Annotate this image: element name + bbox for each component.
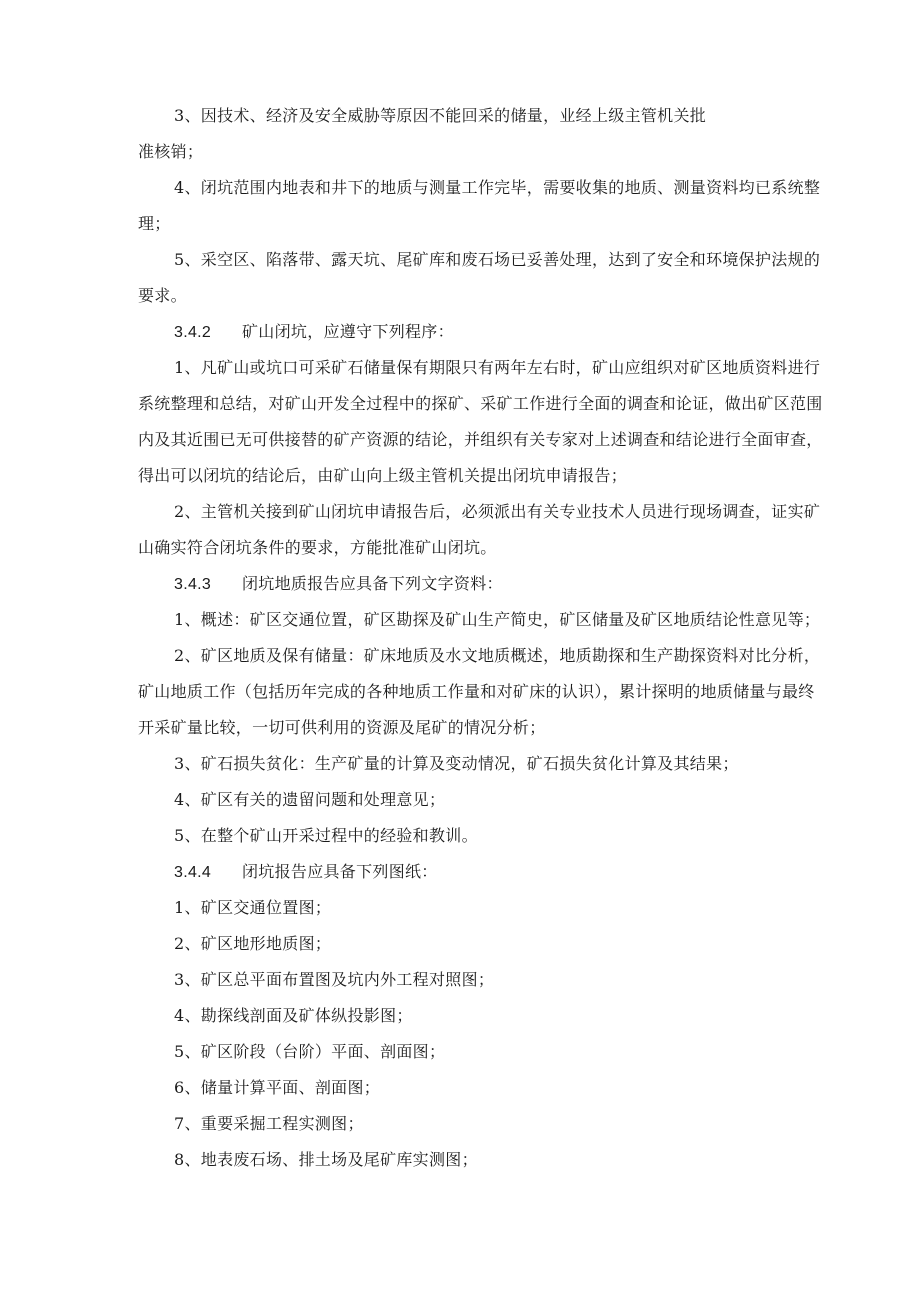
section-number: 3.4.4 [174,864,212,881]
section-heading-3-4-3 [138,566,848,602]
paragraph-line: 内及其近围已无可供接替的矿产资源的结论，并组织有关专家对上述调查和结论进行全面审查， [138,430,823,449]
paragraph-line: 4、矿区有关的遗留问题和处理意见； [174,790,446,809]
section-heading-3-4-4 [138,854,848,890]
section-title: 闭坑地质报告应具备下列文字资料： [242,574,503,593]
section-number: 3.4.3 [174,576,212,593]
paragraph-line: 2、主管机关接到矿山闭坑申请报告后，必须派出有关专业技术人员进行现场调查，证实矿 [174,502,821,521]
paragraph-line: 5、采空区、陷落带、露天坑、尾矿库和废石场已妥善处理，达到了安全和环境保护法规的 [174,250,821,269]
paragraph-line: 要求。 [138,286,187,305]
list-item: 8、地表废石场、排土场及尾矿库实测图； [174,1150,478,1169]
list-item: 2、矿区地形地质图； [174,934,332,953]
list-item: 6、储量计算平面、剖面图； [174,1078,381,1097]
paragraph-line: 3、矿石损失贫化：生产矿量的计算及变动情况，矿石损失贫化计算及其结果； [174,754,739,773]
paragraph-line: 准核销； [138,142,204,161]
paragraph-line: 系统整理和总结，对矿山开发全过程中的探矿、采矿工作进行全面的调查和论证，做出矿区范围 [138,394,823,413]
section-number: 3.4.2 [174,324,212,341]
paragraph-line: 4、闭坑范围内地表和井下的地质与测量工作完毕，需要收集的地质、测量资料均已系统整 [174,178,821,197]
section-title: 矿山闭坑，应遵守下列程序： [242,322,454,341]
list-item: 3、矿区总平面布置图及坑内外工程对照图； [174,970,495,989]
paragraph-line: 矿山地质工作（包括历年完成的各种地质工作量和对矿床的认识），累计探明的地质储量与最终 [138,682,815,701]
section-title: 闭坑报告应具备下列图纸： [242,862,438,881]
list-item: 5、矿区阶段（台阶）平面、剖面图； [174,1042,446,1061]
paragraph-line: 3、因技术、经济及安全威胁等原因不能回采的储量，业经上级主管机关批 [174,106,707,125]
paragraph-line: 山确实符合闭坑条件的要求，方能批准矿山闭坑。 [138,538,497,557]
paragraph-line: 理； [138,214,171,233]
list-item: 4、勘探线剖面及矿体纵投影图； [174,1006,413,1025]
paragraph-line: 1、凡矿山或坑口可采矿石储量保有期限只有两年左右时，矿山应组织对矿区地质资料进行 [174,358,821,377]
section-heading-3-4-2 [138,314,848,350]
paragraph-line: 2、矿区地质及保有储量：矿床地质及水文地质概述，地质勘探和生产勘探资料对比分析， [174,646,821,665]
paragraph-line: 开采矿量比较，一切可供利用的资源及尾矿的情况分析； [138,718,546,737]
list-item: 7、重要采掘工程实测图； [174,1114,364,1133]
paragraph-line: 5、在整个矿山开采过程中的经验和教训。 [174,826,478,845]
paragraph-line: 得出可以闭坑的结论后，由矿山向上级主管机关提出闭坑申请报告； [138,466,628,485]
document-page [138,98,848,1178]
paragraph-line: 1、概述：矿区交通位置，矿区勘探及矿山生产简史，矿区储量及矿区地质结论性意见等； [174,610,821,629]
list-item: 1、矿区交通位置图； [174,898,332,917]
